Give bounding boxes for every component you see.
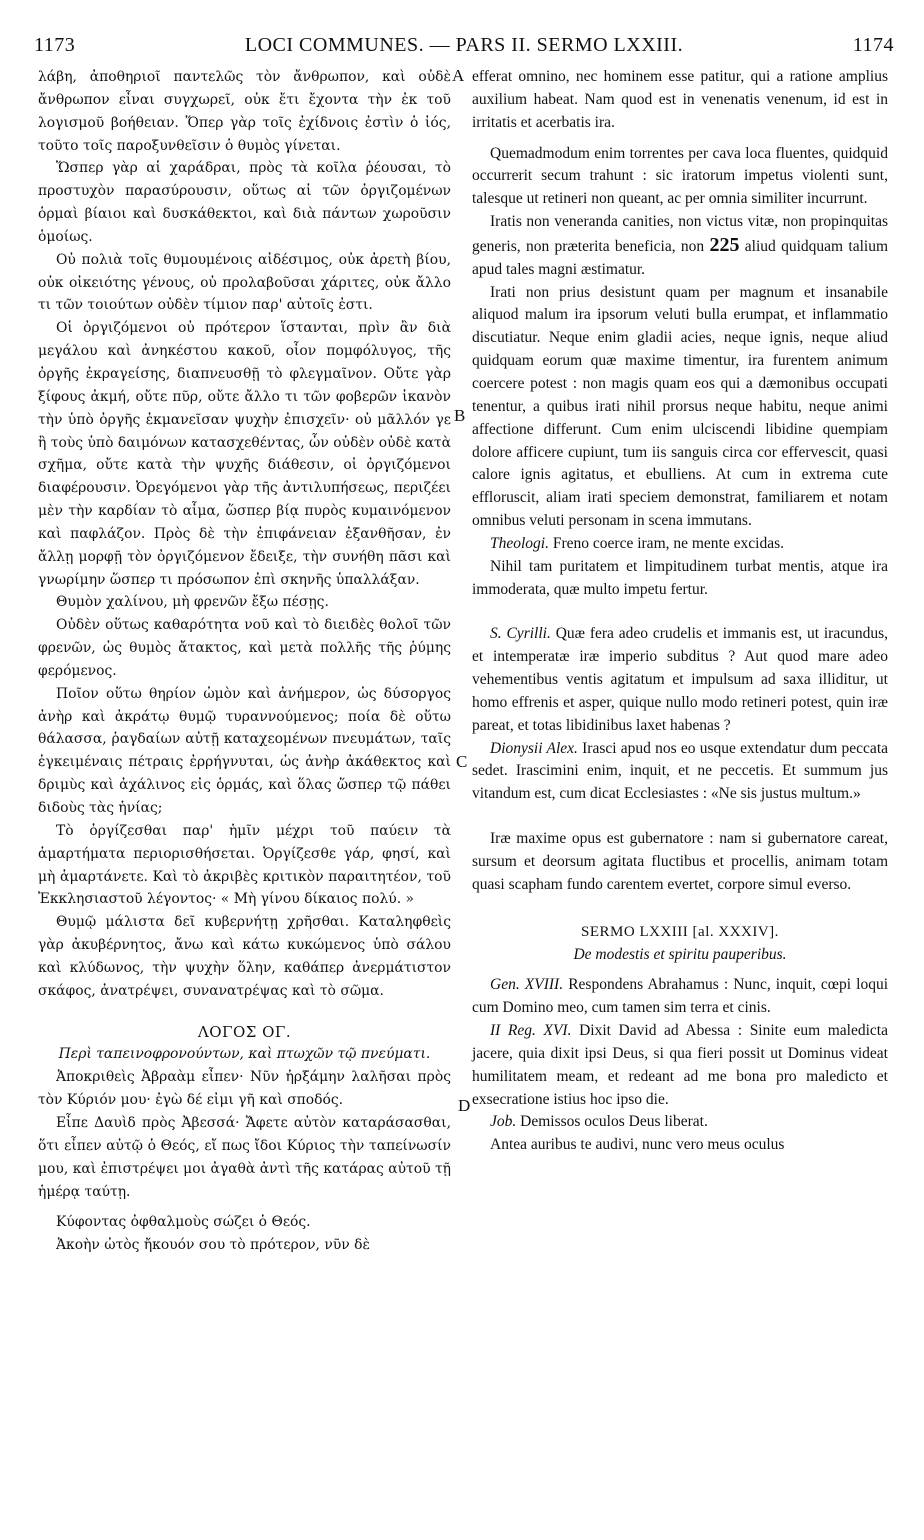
latin-text: Respondens Abrahamus : Nunc, inquit, cœpi loqui cum Domino meo, cum tamen sim terra et cinis.	[472, 976, 889, 1017]
greek-paragraph: Ποῖον οὕτω θηρίον ὠμὸν καὶ ἀνήμερον, ὡς δύσοργος ἀνὴρ καὶ ἀκράτῳ θυμῷ τυραννούμενος; ποία δὲ οὕτω θάλασσα, ῥαγδαίων αὐτῇ καταχεομένων πνευμάτων, ταῖς ἐγκειμέναις πέτραις ἐρρήγνυται, ὡς ἀνὴρ ἀκάθεκτος καὶ δριμὺς καὶ ἀχάλινος εἰς ὁρμάς, καὶ ὅλας ὥσπερ τῷ πάθει διδοὺς τὰς ἡνίας;	[38, 685, 451, 816]
latin-paragraph: Quemadmodum enim torrentes per cava loca fluentes, quidquid occurrerit secum trahunt : sic iratorum impetus violenti sunt, talesque ut retineri non queant, ac per omnia similiter incurrunt.	[472, 144, 888, 208]
latin-paragraph	[472, 623, 888, 737]
greek-column	[38, 66, 451, 1257]
latin-paragraph: Iræ maxime opus est gubernatore : nam si gubernatore careat, sursum et deorsum agitata fluctibus et procellis, animam totam quasi scapham fundo carentem evertet, corpore simul everso.	[472, 830, 888, 893]
greek-paragraph: Τὸ ὀργίζεσθαι παρ' ἡμῖν μέχρι τοῦ παύειν τὰ ἁμαρτήματα περιορισθήσεται. Ὀργίζεσθε γάρ, φησί, καὶ μὴ ἁμαρτάνετε. Καὶ τὸ ἀκριβὲς κριτικὸν παραιτητέον, τοῦ Ἐκκλησιαστοῦ λέγοντος· « Μὴ γίνου δίκαιος πολύ. »	[38, 822, 451, 908]
greek-section-heading: ΛΟΓΟΣ ΟΓ.	[197, 1022, 292, 1041]
margin-marker-c: C	[456, 752, 468, 771]
source-label: II Reg. XVI.	[490, 1022, 572, 1040]
latin-paragraph: efferat omnino, nec hominem esse patitur, qui a ratione amplius auxilium habeat. Nam quod est in venenatis venenum, id est in irritatis et acerbatis ira.	[472, 68, 888, 131]
greek-paragraph: Οὐ πολιὰ τοῖς θυμουμένοις αἰδέσιμος, οὐκ ἀρετὴ βίου, οὐκ οἰκειότης γένους, οὐ προλαβοῦσαι χάριτες, οὐκ ἄλλο τι τῶν τοιούτων οὐδὲν τίμιον παρ' αὐτοῖς ἐστι.	[38, 251, 451, 314]
margin-marker-b: B	[454, 406, 466, 425]
margin-marker-d: D	[458, 1096, 471, 1115]
latin-text: Iratis non veneranda canities, non victus vitæ, non propinquitas generis, non præterita beneficia, non	[472, 213, 888, 255]
latin-text: aliud quidquam talium apud tales magni æstimatur.	[472, 237, 888, 278]
greek-paragraph: Οὐδὲν οὕτως καθαρότητα νοῦ καὶ τὸ διειδὲς θολοῖ τῶν φρενῶν, ὡς θυμὸς ἄτακτος, καὶ μετὰ πολλῆς τῆς ῥύμης φερόμενος.	[38, 617, 451, 679]
source-label: Dionysii Alex.	[490, 739, 578, 757]
greek-paragraph: Ὥσπερ γὰρ αἱ χαράδραι, πρὸς τὰ κοῖλα ῥέουσαι, τὸ προστυχὸν παρασύρουσιν, οὕτως αἱ τῶν ὀργιζομένων ὁρμαὶ βίαιοι καὶ δυσκάθεκτοι, καὶ διὰ πάντων χωροῦσιν ὁμοίως.	[38, 160, 451, 245]
source-label: Job.	[490, 1113, 517, 1131]
greek-paragraph: Ἀποκριθεὶς Ἀβραὰμ εἶπεν· Νῦν ἠρξάμην λαλῆσαι πρὸς τὸν Κύριόν μου· ἐγὼ δέ εἰμι γῆ καὶ σποδός.	[38, 1069, 451, 1109]
running-header	[34, 34, 894, 64]
running-title: LOCI COMMUNES. — PARS II. SERMO LXXIII.	[244, 34, 684, 56]
source-label: Gen. XVIII.	[490, 976, 564, 994]
greek-paragraph: Οἱ ὀργιζόμενοι οὐ πρότερον ἵστανται, πρὶν ἂν διὰ μεγάλου καὶ ἀνηκέστου κακοῦ, οἷον πομφόλυγος, τῆς ὀργῆς ἐκραγείσης, διαπνευσθῇ τὸ φλεγμαῖνον. Οὔτε γὰρ ξίφους ἀκμή, οὔτε πῦρ, οὔτε ἄλλο τι τῶν φοβερῶν ἱκανὸν τὴν ὑπὸ ὀργῆς ἐκμανεῖσαν ψυχὴν ἐπισχεῖν· οὐ μᾶλλόν γε ἢ τοὺς ὑπὸ δαιμόνων κατασχεθέντας, ὧν οὐδὲν οὐδὲ κατὰ σχῆμα, οὔτε κατὰ τὴν ψυχῆς διάθεσιν, οἱ ὀργιζόμενοι διαφέρουσιν. Ὀρεγόμενοι γὰρ τῆς ἀντιλυπήσεως, περιζέει μὲν τὴν καρδίαν τὸ αἷμα, ὥσπερ βίᾳ πυρὸς κυμαινόμενον καὶ παφλάζον. Πρὸς δὲ τὴν ἐπιφάνειαν ἐξανθῆσαν, ἐν ἄλλῃ μορφῇ τὸν ὀργιζόμενον ἔδειξε, τὴν συνήθη πᾶσι καὶ γνωρίμην ὥσπερ τι πρόσωπον ἐπὶ σκηνῆς ὑπαλλάξαν.	[38, 320, 451, 588]
source-label: Theologi.	[490, 534, 549, 552]
greek-paragraph: λάβη, ἀποθηριοῖ παντελῶς τὸν ἄνθρωπον, καὶ οὐδὲ ἄνθρωπον εἶναι συγχωρεῖ, οὐκ ἔτι ἔχοντα τὴν ἐκ τοῦ λογισμοῦ βοήθειαν. Ὅπερ γὰρ τοῖς ἐχίδνοις ἐστὶν ὁ ἰός, τοῦτο τοῖς παροξυνθεῖσιν ὁ θυμὸς γίνεται.	[38, 69, 451, 154]
latin-section-subheading: De modestis et spiritu pauperibus.	[573, 945, 787, 963]
column-number: 225	[709, 233, 740, 256]
greek-paragraph: Θυμὸν χαλίνου, μὴ φρενῶν ἔξω πέσῃς.	[56, 594, 329, 611]
latin-column	[472, 66, 888, 1157]
greek-paragraph: Κύφοντας ὀφθαλμοὺς σώζει ὁ Θεός.	[56, 1214, 311, 1231]
latin-paragraph	[472, 533, 888, 556]
latin-text: Quæ fera adeo crudelis et immanis est, ut iracundus, et intemperatæ iræ imperio subditus ? Aut quod mare adeo vehementibus ventis agitatum et impulsum ad saxa illiditur, ut homo effrenis et asper, quique nullo modo retineri potest, quin iræ pareat, et totas libidinibus laxet habenas ?	[472, 625, 889, 734]
source-label: S. Cyrilli.	[490, 625, 551, 643]
greek-paragraph: Ἀκοὴν ὠτὸς ἤκουόν σου τὸ πρότερον, νῦν δὲ	[56, 1237, 370, 1254]
latin-paragraph: Antea auribus te audivi, nunc vero meus oculus	[490, 1136, 785, 1154]
latin-text: Irasci apud nos eo usque extendatur dum peccata sedet. Irascimini enim, inquit, et ne peccetis. Et summum jus vitandum est, cum dicat Ecclesiastes : «Ne sis justus multum.»	[472, 739, 889, 803]
greek-section-subheading: Περὶ ταπεινοφρονούντων, καὶ πτωχῶν τῷ πνεύματι.	[58, 1046, 431, 1063]
latin-text: Freno coerce iram, ne mente excidas.	[552, 534, 784, 552]
latin-text: Dixit David ad Abessa : Sinite eum maledicta jacere, quia dixit ipsi Deus, si qua fieri possit ut Dominus videat humilitatem meam, et redeant ad me bona pro maledicto et exsecratione istius hoc ipso die.	[472, 1022, 888, 1108]
latin-text: Demissos oculos Deus liberat.	[520, 1113, 708, 1131]
page-number-left: 1173	[34, 34, 76, 56]
margin-marker-a: A	[452, 66, 465, 85]
latin-paragraph	[472, 211, 888, 282]
latin-paragraph: Nihil tam puritatem et limpitudinem turbat mentis, atque ira immoderata, quæ multo impetu fertur.	[472, 557, 888, 598]
latin-paragraph	[472, 1020, 888, 1111]
greek-paragraph: Εἶπε Δαυὶδ πρὸς Ἀβεσσά· Ἄφετε αὐτὸν καταράσασθαι, ὅτι εἶπεν αὐτῷ ὁ Θεός, εἴ πως ἴδοι Κύριος τὴν ταπείνωσίν μου, καὶ ἐπιστρέψει μοι ἀγαθὰ ἀντὶ τῆς κατάρας αὐτοῦ τῇ ἡμέρᾳ ταύτῃ.	[38, 1114, 451, 1200]
latin-paragraph: Irati non prius desistunt quam per magnum et insanabile aliquod malum ira ipsorum veluti bulla erumpat, et inflammatio discutiatur. Neque enim gladii acies, neque ignis, neque aliud quidquam eorum quæ maxime timentur, ira furentem animum coercere potest : non magis quam eos qui a dæmonibus occupati tenentur, a quibus irati nihil prorsus neque habitu, neque animi affectione differunt. Cum enim ulciscendi libidine quempiam dolore afficere cupiunt, tum iis sanguis circa cor effervescit, quasi calore ignis agitatus, et ebulliens. At cum in extrema cute effloruscit, aliam irati speciem demonstrat, familiarem et notam omnibus veluti personam in scena immutans.	[472, 283, 888, 530]
latin-paragraph	[472, 1111, 888, 1134]
greek-paragraph: Θυμῷ μάλιστα δεῖ κυβερνήτῃ χρῆσθαι. Καταληφθεὶς γὰρ ἀκυβέρνητος, ἄνω καὶ κάτω κυκώμενος ὑπὸ σάλου καὶ κλύδωνος, τὴν ψυχὴν ὅλην, καθάπερ ἀνερμάτιστον σκάφος, ἀνατρέψει, συνανατρέψας καὶ τὸ σῶμα.	[38, 914, 451, 999]
latin-paragraph	[472, 738, 888, 807]
latin-paragraph	[472, 974, 888, 1020]
page-number-right: 1174	[852, 34, 894, 56]
latin-section-heading: SERMO LXXIII [al. XXXIV].	[581, 923, 779, 940]
